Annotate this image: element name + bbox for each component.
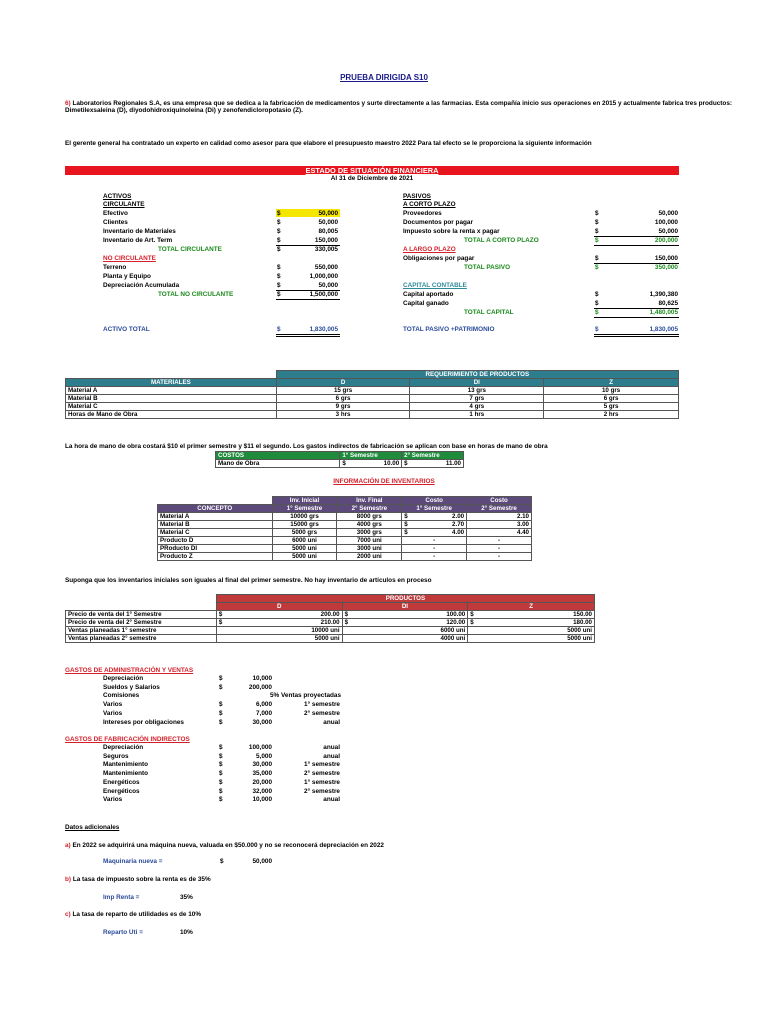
table-row (158, 497, 532, 505)
expense-note: 2° semestre (304, 770, 340, 778)
largo-plazo-heading: A LARGO PLAZO (403, 246, 456, 253)
expense-label: Comisiones (103, 692, 140, 700)
asset-label: Clientes (103, 219, 128, 226)
table-row (158, 521, 532, 529)
reparto-value: 10% (180, 929, 193, 936)
table-cell: $ 100.00 (342, 611, 468, 619)
inventarios-note: Suponga que los inventarios iniciales son iguales al final del primer semestre. No hay inventario de artículos en proceso (65, 577, 432, 584)
table-cell: 5000 uni (272, 545, 337, 553)
table-cell: 15000 grs (272, 521, 337, 529)
circulante-heading: CIRCULANTE (103, 201, 145, 208)
fixed-asset-value: 550,000 (314, 264, 338, 271)
table-row (158, 505, 532, 513)
table-cell: 15 grs (276, 387, 410, 395)
fixed-asset-currency: $ (277, 282, 281, 289)
expense-note: anual (323, 718, 340, 726)
column-header: 1° Semestre (272, 505, 337, 513)
row-label: Mano de Obra (216, 460, 340, 468)
adicional-b: b) La tasa de impuesto sobre la renta es de 35% (65, 876, 211, 883)
expense-currency: $ (219, 709, 223, 717)
inventarios-title: INFORMACIÓN DE INVENTARIOS (333, 478, 435, 485)
intro-line-3: El gerente general ha contratado un experto en calidad como asesor para que elabore el presupuesto maestro 2022 Para tal efecto se le proporciona la siguiente información (65, 140, 592, 147)
table-cell: 5000 uni (216, 635, 342, 643)
obligaciones-value: 150,000 (654, 255, 678, 262)
expense-note: 2° semestre (304, 787, 340, 795)
liability-value: 100,000 (654, 219, 678, 226)
fixed-asset-value: 1,000,000 (309, 273, 338, 280)
table-row (66, 379, 679, 387)
table-cell: 9 grs (276, 403, 410, 411)
liability-currency: $ (595, 228, 599, 235)
column-header: D (216, 603, 342, 611)
table-row (66, 387, 679, 395)
table-cell: 7000 uni (337, 537, 402, 545)
gastos-admin-title: GASTOS DE ADMINISTRACIÓN Y VENTAS (65, 667, 194, 674)
table-cell: 4 grs (410, 403, 544, 411)
liability-value: 50,000 (658, 210, 678, 217)
expense-label: Depreciación (103, 744, 144, 751)
column-header: 1° Semestre (402, 505, 467, 513)
table-cell: 10000 grs (272, 513, 337, 521)
expense-value: 35,000 (252, 770, 272, 778)
total-rule (276, 334, 340, 337)
column-header: Inv. Inicial (272, 497, 337, 505)
expense-currency: $ (219, 675, 223, 682)
table-row (66, 371, 679, 379)
liability-currency: $ (595, 210, 599, 217)
table-cell: $ 210.00 (216, 619, 342, 627)
subtotal-rule (276, 299, 340, 300)
balance-header: ESTADO DE SITUACIÓN FINANCIERA (305, 166, 439, 175)
expense-note: anual (323, 752, 340, 760)
row-label: Producto D (158, 537, 273, 545)
gastos-fab-title: GASTOS DE FABRICACIÓN INDIRECTOS (65, 736, 190, 743)
table-cell: 5000 uni (468, 627, 595, 635)
expense-value: 7,000 (256, 709, 272, 717)
fixed-asset-currency: $ (277, 264, 281, 271)
table-row (66, 395, 679, 403)
expense-note: 1° semestre (304, 701, 340, 709)
column-header: Z (468, 603, 595, 611)
asset-currency: $ (277, 228, 281, 235)
column-header: Inv. Final (337, 497, 402, 505)
obligaciones-label: Obligaciones por pagar (403, 255, 475, 262)
pasivos-heading: PASIVOS (403, 193, 431, 200)
expense-currency: $ (219, 718, 223, 726)
expense-value: 5,000 (256, 752, 272, 760)
table-cell: $ 4.00 (402, 529, 467, 537)
capital-aportado-label: Capital aportado (403, 291, 454, 298)
table-row (158, 513, 532, 521)
table-cell: $ 2.00 (402, 513, 467, 521)
table-cell: 4.40 (467, 529, 532, 537)
expense-currency: $ (219, 787, 223, 795)
expense-value: 100,000 (248, 744, 272, 751)
adicionales-title: Datos adicionales (65, 824, 120, 831)
expense-value: 32,000 (252, 787, 272, 795)
table-row (158, 537, 532, 545)
expense-label: Varios (103, 709, 123, 717)
expense-label: Intereses por obligaciones (103, 718, 184, 726)
asset-currency: $ (277, 237, 281, 244)
requerimiento-header: REQUERIMIENTO DE PRODUCTOS (276, 371, 678, 379)
table-cell: 5 grs (544, 403, 679, 411)
table-cell: 3000 uni (337, 545, 402, 553)
column-header: D (276, 379, 410, 387)
table-cell: 10 grs (544, 387, 679, 395)
table-cell: $ 150.00 (468, 611, 595, 619)
asset-label: Inventario de Materiales (103, 228, 176, 235)
expense-currency: $ (219, 796, 223, 804)
expense-currency: $ (219, 778, 223, 786)
imp-renta-value: 35% (180, 894, 193, 901)
expense-value: 6,000 (256, 701, 272, 709)
table-row (216, 452, 464, 460)
expense-value: 10,000 (252, 675, 272, 682)
table-cell: 1 hrs (410, 411, 544, 419)
table-cell: 2 hrs (544, 411, 679, 419)
column-header: 2° Semestre (402, 452, 464, 460)
total-pasivo-patrimonio-currency: $ (595, 326, 599, 333)
activo-total-value: 1,830,005 (309, 326, 338, 333)
table-cell: 7 grs (410, 395, 544, 403)
table-cell: 5000 uni (468, 635, 595, 643)
table-cell: - (467, 553, 532, 561)
row-label: Producto Z (158, 553, 273, 561)
expense-label: Mantenimiento (103, 770, 149, 778)
liability-label: Documentos por pagar (403, 219, 473, 226)
table-cell: 3000 grs (337, 529, 402, 537)
row-label: Material B (158, 521, 273, 529)
expense-value: 200,000 (248, 683, 272, 691)
table-cell: - (467, 537, 532, 545)
corto-plazo-heading: A CORTO PLAZO (403, 201, 456, 208)
asset-value: 50,000 (318, 219, 338, 226)
expense-note: 2° semestre (304, 709, 340, 717)
capital-ganado-currency: $ (595, 300, 599, 307)
table-cell: 6000 uni (342, 627, 468, 635)
column-header: COSTOS (216, 452, 340, 460)
table-cell: - (402, 545, 467, 553)
page-title: PRUEBA DIRIGIDA S10 (340, 73, 428, 82)
fixed-asset-label: Terreno (103, 264, 127, 271)
row-label: Horas de Mano de Obra (66, 411, 277, 419)
row-label: Ventas planeadas 1° semestre (66, 627, 217, 635)
expense-value: 20,000 (252, 778, 272, 786)
column-header: Z (544, 379, 679, 387)
table-cell: $ 200.00 (216, 611, 342, 619)
row-label: Material A (158, 513, 273, 521)
row-label: PRoducto DI (158, 545, 273, 553)
asset-currency: $ (277, 210, 281, 217)
expense-currency: $ (219, 761, 223, 769)
table-row (216, 460, 464, 468)
expense-note: 5% Ventas proyectadas (270, 692, 342, 700)
table-cell: 6000 uni (272, 537, 337, 545)
expense-note: 1° semestre (304, 761, 340, 769)
row-label: Material C (158, 529, 273, 537)
obligaciones-currency: $ (595, 255, 599, 262)
row-label: Precio de venta del 1° Semestre (66, 611, 217, 619)
table-cell: - (402, 553, 467, 561)
column-header: Costo (467, 497, 532, 505)
expense-label: Seguros (103, 752, 129, 760)
column-header: MATERIALES (66, 379, 277, 387)
intro-line-1: 6) Laboratorios Regionales S.A, es una empresa que se dedica a la fabricación de medicamentos y surte directamente a las farmacias. Esta compañía inicio sus operaciones en 2015 y actualmente fabrica tres productos: (65, 100, 733, 107)
liability-label: Proveedores (403, 210, 442, 217)
total-circulante-label: TOTAL CIRCULANTE (158, 246, 222, 253)
row-label: Ventas planeadas 2° semestre (66, 635, 217, 643)
mano-obra-table (215, 451, 464, 468)
fixed-asset-value: 50,000 (318, 282, 338, 289)
total-corto-currency: $ (595, 237, 599, 244)
table-cell: 2.10 (467, 513, 532, 521)
reparto-label: Reparto Uti = (103, 929, 143, 936)
row-label: Precio de venta del 2° Semestre (66, 619, 217, 627)
total-capital-currency: $ (595, 309, 599, 316)
table-cell: $ 120.00 (342, 619, 468, 627)
productos-table (65, 594, 595, 643)
requerimiento-table (65, 370, 679, 419)
table-cell: 2000 uni (337, 553, 402, 561)
total-pasivo-patrimonio-value: 1,830,005 (649, 326, 678, 333)
asset-currency: $ (277, 219, 281, 226)
asset-value: 80,005 (318, 228, 338, 235)
total-no-circulante-value: 1,500,000 (309, 291, 338, 298)
no-circulante-heading: NO CIRCULANTE (103, 255, 156, 262)
column-header: CONCEPTO (158, 505, 273, 513)
maquinaria-label: Maquinaria nueva = (103, 858, 163, 865)
row-label: Material C (66, 403, 277, 411)
table-cell: 4000 uni (342, 635, 468, 643)
expense-label: Energéticos (103, 778, 140, 786)
table-cell: $ 2.70 (402, 521, 467, 529)
table-cell: $ 10.00 (340, 460, 402, 468)
expense-note: anual (323, 796, 340, 804)
expense-label: Varios (103, 701, 123, 709)
table-row (158, 553, 532, 561)
expense-currency: $ (219, 770, 223, 778)
fixed-asset-label: Depreciación Acumulada (103, 282, 180, 289)
table-cell: $ 180.00 (468, 619, 595, 627)
fixed-asset-currency: $ (277, 273, 281, 280)
total-circulante-value: 330,005 (314, 246, 338, 253)
total-no-circulante-label: TOTAL NO CIRCULANTE (158, 291, 234, 298)
capital-contable-heading: CAPITAL CONTABLE (403, 282, 467, 289)
column-header: 2° Semestre (467, 505, 532, 513)
activo-total-label: ACTIVO TOTAL (103, 326, 150, 333)
asset-label: Inventario de Art. Term (103, 237, 173, 244)
total-corto-value: 200,000 (654, 237, 678, 244)
capital-aportado-value: 1,390,380 (649, 291, 678, 298)
table-cell: 8000 grs (337, 513, 402, 521)
expense-value: 30,000 (252, 761, 272, 769)
expense-value: 10,000 (252, 796, 272, 804)
total-no-circulante-currency: $ (277, 291, 281, 298)
liability-label: Impuesto sobre la renta x pagar (403, 228, 500, 235)
column-header: Costo (402, 497, 467, 505)
asset-value: 50,000 (318, 210, 338, 217)
table-row (158, 529, 532, 537)
table-row (66, 627, 595, 635)
expense-note: 1° semestre (304, 778, 340, 786)
column-header: DI (410, 379, 544, 387)
imp-renta-label: Imp Renta = (103, 894, 140, 901)
expense-currency: $ (219, 701, 223, 709)
row-label: Material B (66, 395, 277, 403)
expense-value: 30,000 (252, 718, 272, 726)
maquinaria-value: 50,000 (252, 858, 272, 865)
table-cell: 5000 grs (272, 529, 337, 537)
asset-value: 150,000 (314, 237, 338, 244)
subtotal-rule (594, 317, 679, 318)
capital-ganado-label: Capital ganado (403, 300, 449, 307)
activos-heading: ACTIVOS (103, 193, 132, 200)
table-row (66, 403, 679, 411)
mano-obra-note: La hora de mano de obra costará $10 el primer semestre y $11 el segundo. Los gastos indirectos de fabricación se aplican con base en horas de mano de obra (65, 443, 548, 450)
total-pasivo-currency: $ (595, 264, 599, 271)
total-pasivo-label: TOTAL PASIVO (464, 264, 511, 271)
expense-currency: $ (219, 744, 223, 751)
expense-label: Depreciación (103, 675, 144, 682)
total-capital-value: 1,480,005 (649, 309, 678, 316)
table-cell: 10000 uni (216, 627, 342, 635)
total-capital-label: TOTAL CAPITAL (464, 309, 514, 316)
activo-total-currency: $ (277, 326, 281, 333)
productos-header: PRODUCTOS (216, 595, 594, 603)
table-cell: $ 11.00 (402, 460, 464, 468)
table-row (66, 611, 595, 619)
intro-marker: 6) (65, 100, 71, 107)
column-header: 2° Semestre (337, 505, 402, 513)
balance-date: Al 31 de Diciembre de 2021 (330, 175, 414, 182)
table-cell: 6 grs (276, 395, 410, 403)
expense-label: Energéticos (103, 787, 140, 795)
expense-label: Mantenimiento (103, 761, 149, 769)
liability-currency: $ (595, 219, 599, 226)
table-row (66, 603, 595, 611)
total-rule (594, 334, 679, 337)
table-row (66, 619, 595, 627)
table-row (66, 595, 595, 603)
table-row (66, 411, 679, 419)
column-header: 1° Semestre (340, 452, 402, 460)
table-cell: 4000 grs (337, 521, 402, 529)
adicional-c: c) La tasa de reparto de utilidades es de 10% (65, 911, 202, 918)
expense-label: Varios (103, 796, 123, 804)
table-cell: - (402, 537, 467, 545)
table-row (66, 635, 595, 643)
maquinaria-currency: $ (220, 858, 224, 865)
table-cell: - (467, 545, 532, 553)
table-row (158, 545, 532, 553)
inventarios-table (157, 496, 532, 561)
capital-ganado-value: 80,625 (658, 300, 678, 307)
subtotal-rule (594, 245, 679, 246)
table-cell: 13 grs (410, 387, 544, 395)
fixed-asset-label: Planta y Equipo (103, 273, 151, 280)
table-cell: 5000 uni (272, 553, 337, 561)
adicional-a: a) En 2022 se adquirirá una máquina nueva, valuada en $50.000 y no se reconocerá depreciación en 2022 (65, 842, 384, 849)
asset-label: Efectivo (103, 210, 128, 217)
expense-label: Sueldos y Salarios (103, 683, 160, 691)
expense-currency: $ (219, 752, 223, 760)
total-corto-label: TOTAL A CORTO PLAZO (464, 237, 539, 244)
column-header: DI (342, 603, 468, 611)
total-pasivo-value: 350,000 (654, 264, 678, 271)
intro-line-2: Dimetilexsaleina (D), diyodohidroxiquinoleina (Di) y zenofendicloropotasio (Z). (65, 107, 303, 114)
expense-note: anual (323, 744, 340, 751)
table-cell: 3.00 (467, 521, 532, 529)
liability-value: 50,000 (658, 228, 678, 235)
table-cell: 6 grs (544, 395, 679, 403)
row-label: Material A (66, 387, 277, 395)
total-circulante-currency: $ (277, 246, 281, 253)
total-pasivo-patrimonio-label: TOTAL PASIVO +PATRIMONIO (403, 326, 495, 333)
table-cell: 3 hrs (276, 411, 410, 419)
capital-aportado-currency: $ (595, 291, 599, 298)
expense-currency: $ (219, 683, 223, 691)
